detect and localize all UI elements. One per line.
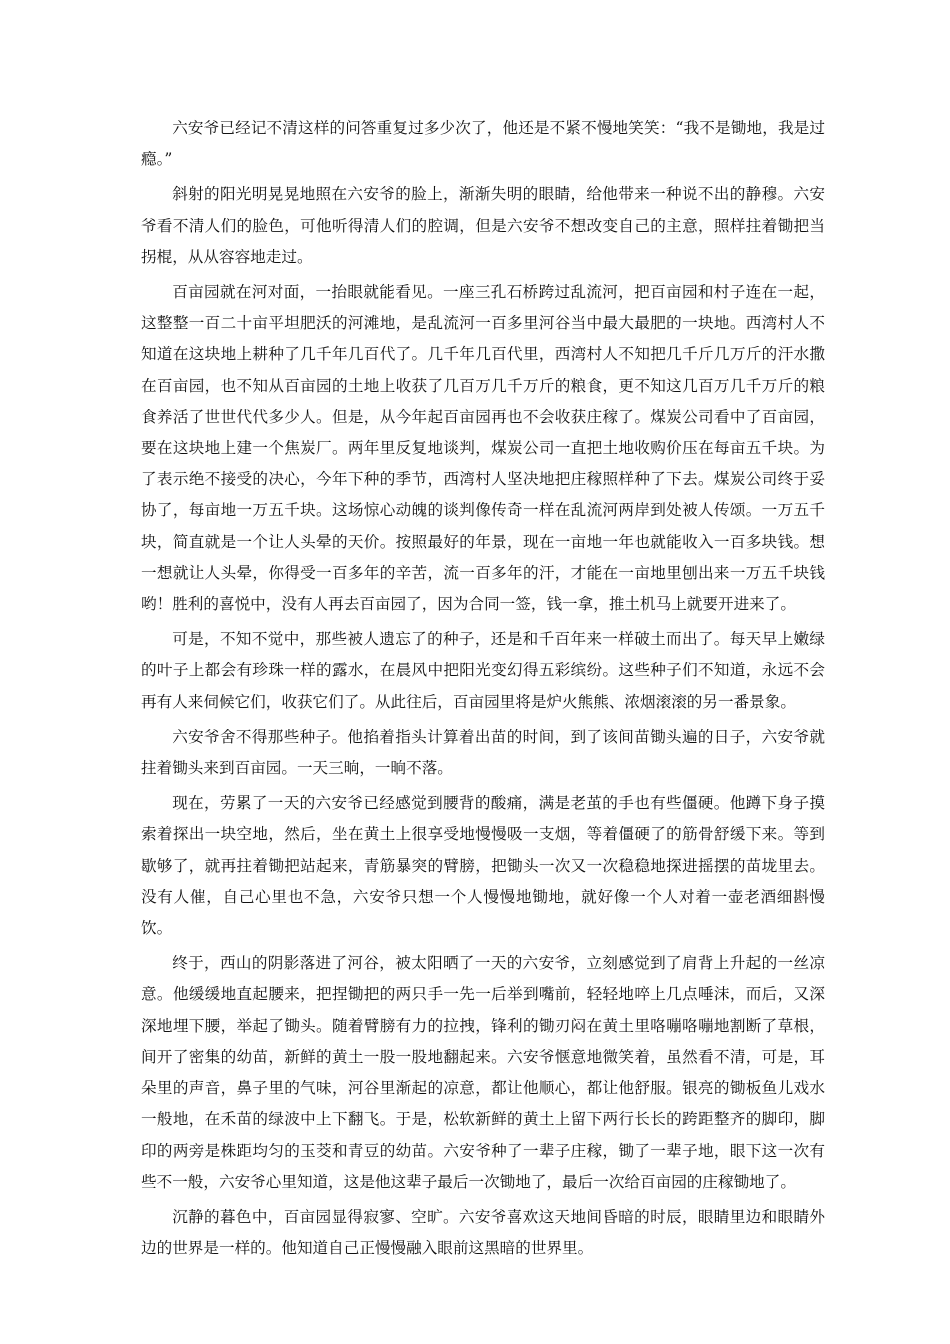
paragraph-6: 现在，劳累了一天的六安爷已经感觉到腰背的酸痛，满是老茧的手也有些僵硬。他蹲下身子摸索着探出一块空地，然后，坐在黄土上很享受地慢慢吸一支烟，等着僵硬了的筋骨舒缓下来。等到歇够了，就再拄着锄把站起来，青筋暴突的臂膀，把锄头一次又一次稳稳地探进摇摆的苗垅里去。没有人催，自己心里也不急，六安爷只想一个人慢慢地锄地，就好像一个人对着一壶老酒细斟慢饮。 bbox=[141, 794, 825, 938]
paragraph-1: 六安爷已经记不清这样的问答重复过多少次了，他还是不紧不慢地笑笑：“我不是锄地，我是过瘾。” bbox=[141, 119, 825, 169]
paragraph-4: 可是，不知不觉中，那些被人遗忘了的种子，还是和千百年来一样破土而出了。每天早上嫩绿的叶子上都会有珍珠一样的露水，在晨风中把阳光变幻得五彩缤纷。这些种子们不知道，永远不会再有人来伺候它们，收获它们了。从此往后，百亩园里将是炉火熊熊、浓烟滚滚的另一番景象。 bbox=[141, 630, 825, 711]
paragraph-5: 六安爷舍不得那些种子。他掐着指头计算着出苗的时间，到了该间苗锄头遍的日子，六安爷就拄着锄头来到百亩园。一天三晌，一晌不落。 bbox=[141, 727, 825, 778]
paragraph-2: 斜射的阳光明晃晃地照在六安爷的脸上，渐渐失明的眼睛，给他带来一种说不出的静穆。六安爷看不清人们的脸色，可他听得清人们的腔调，但是六安爷不想改变自己的主意，照样拄着锄把当拐棍，从从容容地走过。 bbox=[141, 185, 825, 266]
paragraph-3: 百亩园就在河对面，一抬眼就能看见。一座三孔石桥跨过乱流河，把百亩园和村子连在一起，这整整一百二十亩平坦肥沃的河滩地，是乱流河一百多里河谷当中最大最肥的一块地。西湾村人不知道在这块地上耕种了几千年几百代了。几千年几百代里，西湾村人不知把几千斤几万斤的汗水撒在百亩园，也不知从百亩园的土地上收获了几百万几千万斤的粮食，更不知这几百万几千万斤的粮食养活了世世代代多少人。但是，从今年起百亩园再也不会收获庄稼了。煤炭公司看中了百亩园，要在这块地上建一个焦炭厂。两年里反复地谈判，煤炭公司一直把土地收购价压在每亩五千块。为了表示绝不接受的决心，今年下种的季节，西湾村人坚决地把庄稼照样种了下去。煤炭公司终于妥协了，每亩地一万五千块。这场惊心动魄的谈判像传奇一样在乱流河两岸到处被人传颂。一万五千块，简直就是一个让人头晕的天价。按照最好的年景，现在一亩地一年也就能收入一百多块钱。想一想就让人头晕，你得受一百多年的辛苦，流一百多年的汗，才能在一亩地里刨出来一万五千块钱哟！胜利的喜悦中，没有人再去百亩园了，因为合同一签，钱一拿，推土机马上就要开进来了。 bbox=[141, 283, 825, 614]
document-body bbox=[141, 113, 825, 1268]
paragraph-8: 沉静的暮色中，百亩园显得寂寥、空旷。六安爷喜欢这天地间昏暗的时辰，眼睛里边和眼睛外边的世界是一样的。他知道自己正慢慢融入眼前这黑暗的世界里。 bbox=[141, 1207, 825, 1258]
paragraph-7: 终于，西山的阴影落进了河谷，被太阳晒了一天的六安爷，立刻感觉到了肩背上升起的一丝凉意。他缓缓地直起腰来，把捏锄把的两只手一先一后举到嘴前，轻轻地啐上几点唾沫，而后，又深深地埋下腰，举起了锄头。随着臂膀有力的拉拽，锋利的锄刃闷在黄土里咯嘣咯嘣地割断了草根，间开了密集的幼苗，新鲜的黄土一股一股地翻起来。六安爷惬意地微笑着，虽然看不清，可是，耳朵里的声音，鼻子里的气味，河谷里渐起的凉意，都让他顺心，都让他舒服。银亮的锄板鱼儿戏水一般地，在禾苗的绿波中上下翻飞。于是，松软新鲜的黄土上留下两行长长的跨距整齐的脚印，脚印的两旁是株距均匀的玉茭和青豆的幼苗。六安爷种了一辈子庄稼，锄了一辈子地，眼下这一次有些不一般，六安爷心里知道，这是他这辈子最后一次锄地了，最后一次给百亩园的庄稼锄地了。 bbox=[141, 954, 825, 1191]
